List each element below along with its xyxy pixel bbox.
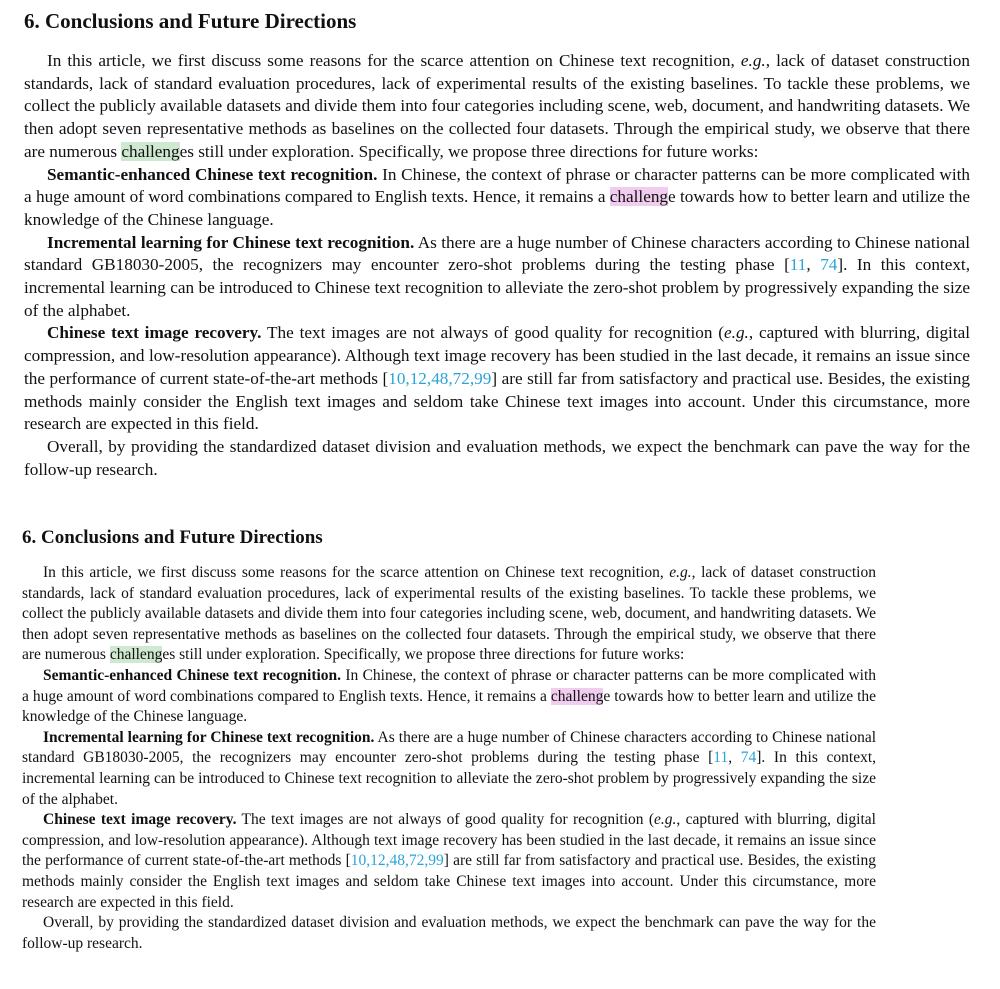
citation-link[interactable]: 74 xyxy=(740,749,757,767)
text-run: The text images are not always of good quality for recognition ( xyxy=(236,811,655,829)
text-run: The text images are not always of good quality for recognition ( xyxy=(261,323,725,343)
paragraph-recovery xyxy=(22,810,876,913)
citation-link[interactable]: 74 xyxy=(820,255,838,275)
paragraph-overall: Overall, by providing the standardized dataset division and evaluation methods, we expect the benchmark can pave the way for the follow-up research. xyxy=(24,436,970,479)
highlight-green: challeng xyxy=(121,141,180,161)
paragraph-intro xyxy=(22,563,876,666)
paragraph-lead: Chinese text image recovery. xyxy=(47,323,262,343)
text-run: ] are still far from satisfactory and practical use. Besides, the existing methods mainly consider the English text images and seldom take Chinese text images into account. Under this circumstance, more research are expected in this field. xyxy=(24,368,970,434)
citation-link[interactable]: 10,12,48,72,99 xyxy=(350,852,444,870)
text-run: e towards how to better learn and utilize the knowledge of the Chinese language. xyxy=(22,687,877,726)
text-run-italic: e.g. xyxy=(740,51,766,70)
text-run: , captured with blurring, digital compression, and low-resolution appearance). Although text image recovery has been studied in the last decade, it remains an issue since the performance of current state-of-the-art methods [ xyxy=(24,323,970,388)
text-run: , lack of dataset construction standards, lack of standard evaluation procedures, lack of experimental results of the existing baselines. To tackle these problems, we collect the publicly available datasets and divide them into four categories including scene, web, document, and handwriting datasets. We then adopt seven representative methods as baselines on the collected four datasets. Through the empirical study, we observe that there are numerous xyxy=(24,51,970,161)
paragraph-lead: Incremental learning for Chinese text recognition. xyxy=(43,728,375,746)
text-run: In Chinese, the context of phrase or character patterns can be more complicated with a huge amount of word combinations compared to English texts. Hence, it remains a xyxy=(22,666,876,705)
text-run: As there are a huge number of Chinese characters according to Chinese national standard GB18030-2005, the recognizers may encounter zero-shot problems during the testing phase [ xyxy=(22,728,877,767)
text-run: , xyxy=(806,255,821,275)
text-run: ]. In this context, incremental learning can be introduced to Chinese text recognition to alleviate the zero-shot problem by progressively expanding the size of the alphabet. xyxy=(24,255,971,320)
text-run: ] are still far from satisfactory and practical use. Besides, the existing methods mainly consider the English text images and seldom take Chinese text images into account. Under this circumstance, more research are expected in this field. xyxy=(22,852,876,911)
paragraph-intro xyxy=(24,50,970,164)
section-heading: 6. Conclusions and Future Directions xyxy=(24,9,357,33)
text-run: In Chinese, the context of phrase or character patterns can be more complicated with a huge amount of word combinations compared to English texts. Hence, it remains a xyxy=(24,164,970,207)
text-run-italic: e.g. xyxy=(724,323,749,343)
text-run: , xyxy=(728,749,741,767)
highlight-pink: challeng xyxy=(550,687,604,705)
paragraph-semantic xyxy=(22,666,876,728)
text-run: In this article, we first discuss some reasons for the scarce attention on Chinese text recognition, xyxy=(47,51,741,70)
text-run: , captured with blurring, digital compression, and low-resolution appearance). Although text image recovery has been studied in the last decade, it remains an issue since the performance of current state-of-the-art methods [ xyxy=(22,811,876,870)
text-run: es still under exploration. Specifically, we propose three directions for future works: xyxy=(162,646,685,664)
text-run: es still under exploration. Specifically, we propose three directions for future works: xyxy=(179,141,759,161)
citation-link[interactable]: 11 xyxy=(713,749,729,767)
text-run: , lack of dataset construction standards, lack of standard evaluation procedures, lack of experimental results of the existing baselines. To tackle these problems, we collect the publicly available datasets and divide them into four categories including scene, web, document, and handwriting datasets. We then adopt seven representative methods as baselines on the collected four datasets. Through the empirical study, we observe that there are numerous xyxy=(22,564,876,664)
paragraph-recovery xyxy=(24,322,970,436)
paragraph-lead: Chinese text image recovery. xyxy=(43,811,237,829)
text-run: ]. In this context, incremental learning can be introduced to Chinese text recognition to alleviate the zero-shot problem by progressively expanding the size of the alphabet. xyxy=(22,749,877,808)
citation-link[interactable]: 11 xyxy=(789,255,807,275)
text-run-italic: e.g. xyxy=(669,564,692,581)
highlight-green: challeng xyxy=(109,646,163,664)
conclusions-section-large xyxy=(24,8,970,481)
paragraph-lead: Semantic-enhanced Chinese text recognition. xyxy=(43,666,342,684)
paragraph-semantic xyxy=(24,164,970,232)
text-run-italic: e.g. xyxy=(654,811,677,829)
paragraph-incremental xyxy=(24,232,970,323)
paragraph-lead: Incremental learning for Chinese text recognition. xyxy=(47,232,415,252)
paragraph-lead: Semantic-enhanced Chinese text recognition. xyxy=(47,164,378,184)
conclusions-section-small xyxy=(22,527,876,954)
section-heading: 6. Conclusions and Future Directions xyxy=(22,527,323,548)
paragraph-overall: Overall, by providing the standardized dataset division and evaluation methods, we expect the benchmark can pave the way for the follow-up research. xyxy=(22,914,876,952)
text-run: In this article, we first discuss some reasons for the scarce attention on Chinese text recognition, xyxy=(43,564,670,581)
citation-link[interactable]: 10,12,48,72,99 xyxy=(388,368,492,388)
text-run: As there are a huge number of Chinese characters according to Chinese national standard GB18030-2005, the recognizers may encounter zero-shot problems during the testing phase [ xyxy=(24,232,970,275)
highlight-pink: challeng xyxy=(609,187,669,207)
paragraph-incremental xyxy=(22,728,876,810)
text-run: e towards how to better learn and utilize the knowledge of the Chinese language. xyxy=(24,187,970,229)
